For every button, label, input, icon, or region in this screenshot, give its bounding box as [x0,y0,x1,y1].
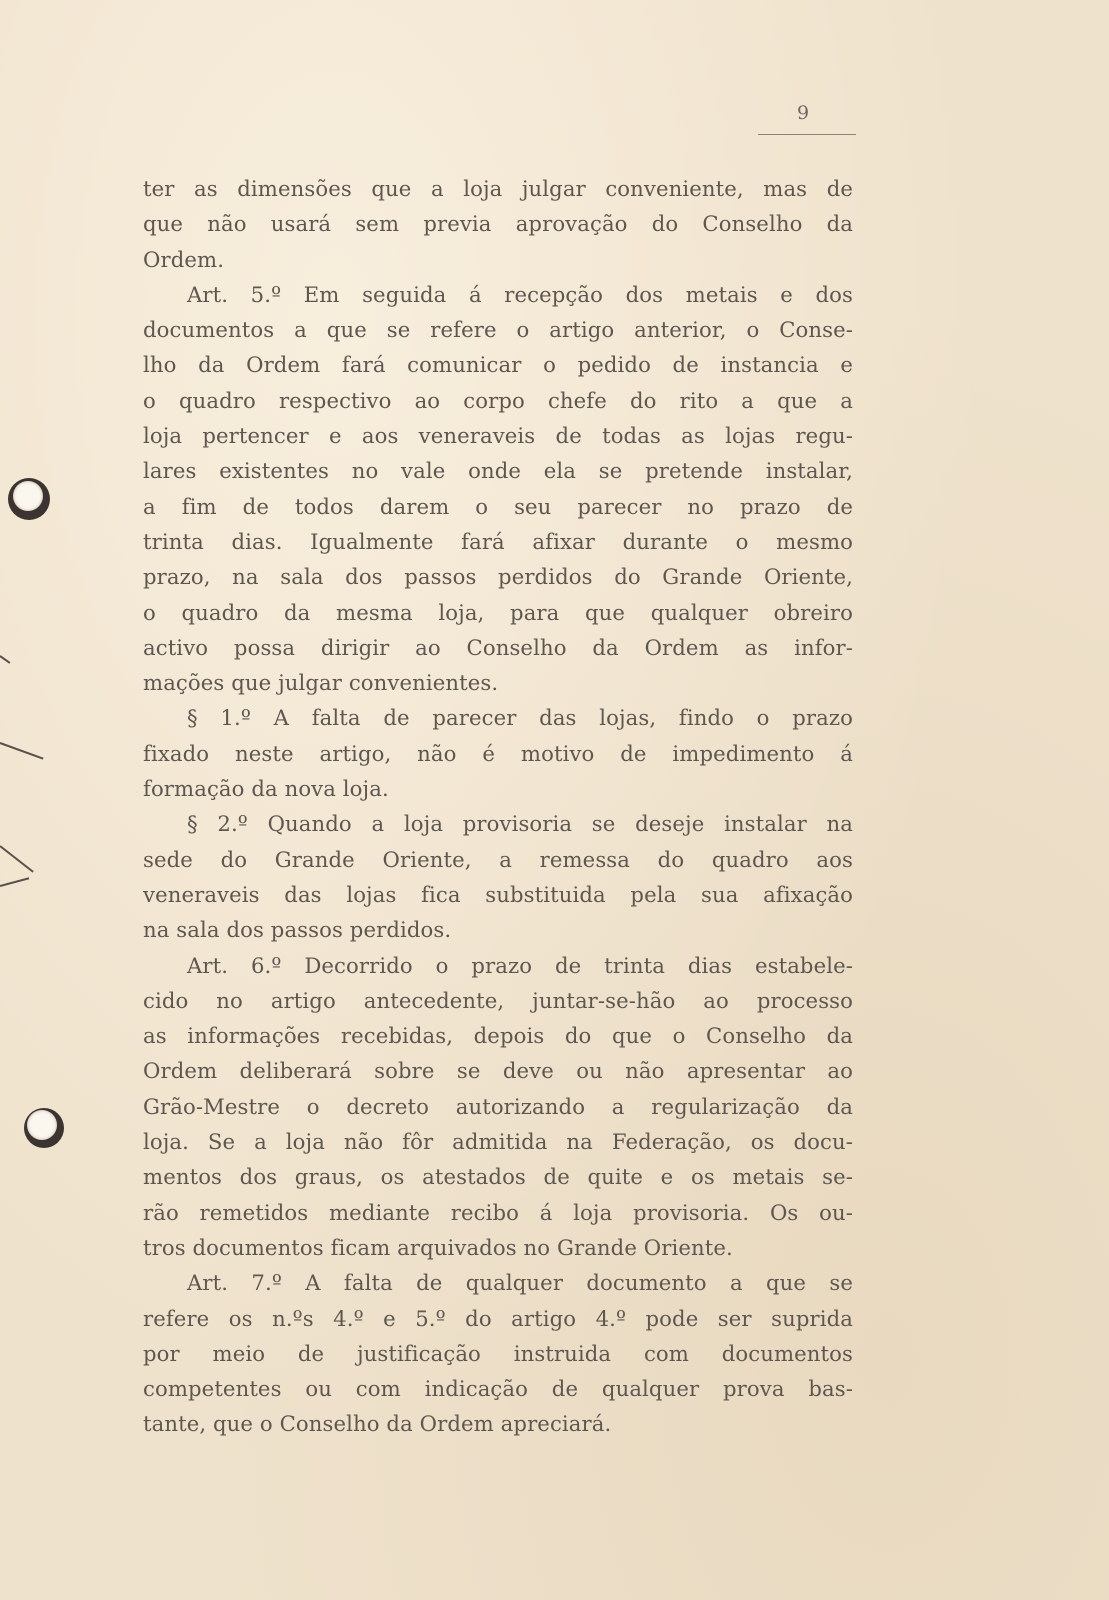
text-line: loja pertencer e aos veneraveis de todas as lojas regu- [143,423,853,449]
text-line: loja. Se a loja não fôr admitida na Federação, os docu- [143,1129,853,1155]
text-line: na sala dos passos perdidos. [143,917,452,943]
text-line: por meio de justificação instruida com documentos [143,1340,853,1366]
text-line: Grão-Mestre o decreto autorizando a regularização da [143,1093,853,1119]
text-line: formação da nova loja. [143,776,389,802]
text-line: que não usará sem previa aprovação do Conselho da [143,211,853,237]
text-line: competentes ou com indicação de qualquer prova bas- [143,1376,853,1402]
text-line: o quadro respectivo ao corpo chefe do rito a que a [143,387,853,413]
text-line: Art. 6.º Decorrido o prazo de trinta dias estabele- [187,952,853,978]
header-rule [758,134,856,135]
text-line: Art. 5.º Em seguida á recepção dos metais e dos [187,281,853,307]
edge-tear-mark [0,877,29,887]
text-line: § 2.º Quando a loja provisoria se deseje instalar na [187,811,853,837]
text-line: documentos a que se refere o artigo anterior, o Conse- [143,317,853,343]
text-line: mações que julgar convenientes. [143,670,499,696]
text-line: mentos dos graus, os atestados de quite e os metais se- [143,1164,853,1190]
text-line: fixado neste artigo, não é motivo de impedimento á [143,740,853,766]
text-line: rão remetidos mediante recibo á loja provisoria. Os ou- [143,1199,853,1225]
text-line: o quadro da mesma loja, para que qualquer obreiro [143,599,853,625]
text-line: lho da Ordem fará comunicar o pedido de instancia e [143,352,853,378]
edge-tear-mark [0,742,44,760]
text-line: Ordem deliberará sobre se deve ou não apresentar ao [143,1058,853,1084]
text-line: ter as dimensões que a loja julgar conveniente, mas de [143,176,853,201]
text-line: sede do Grande Oriente, a remessa do quadro aos [143,846,853,872]
text-line: veneraveis das lojas fica substituida pela sua afixação [143,881,853,907]
text-line: activo possa dirigir ao Conselho da Ordem as infor- [143,634,853,660]
edge-tear-mark [0,845,34,872]
text-line: prazo, na sala dos passos perdidos do Grande Oriente, [143,564,853,590]
text-line: refere os n.ºs 4.º e 5.º do artigo 4.º pode ser suprida [143,1305,853,1331]
text-line: as informações recebidas, depois do que o Conselho da [143,1023,853,1049]
text-line: Ordem. [143,246,225,272]
text-line: cido no artigo antecedente, juntar-se-hão ao processo [143,987,853,1013]
body-text [143,171,853,1442]
text-line: a fim de todos darem o seu parecer no prazo de [143,493,853,519]
edge-tear-mark [0,655,10,664]
page-number: 9 [797,102,811,124]
text-line: Art. 7.º A falta de qualquer documento a que se [187,1270,853,1296]
text-line: trinta dias. Igualmente fará afixar durante o mesmo [143,528,853,554]
text-line: lares existentes no vale onde ela se pretende instalar, [143,458,853,484]
text-line: tros documentos ficam arquivados no Grande Oriente. [143,1234,733,1260]
text-line: § 1.º A falta de parecer das lojas, findo o prazo [187,705,853,731]
text-line: tante, que o Conselho da Ordem apreciará. [143,1411,612,1437]
